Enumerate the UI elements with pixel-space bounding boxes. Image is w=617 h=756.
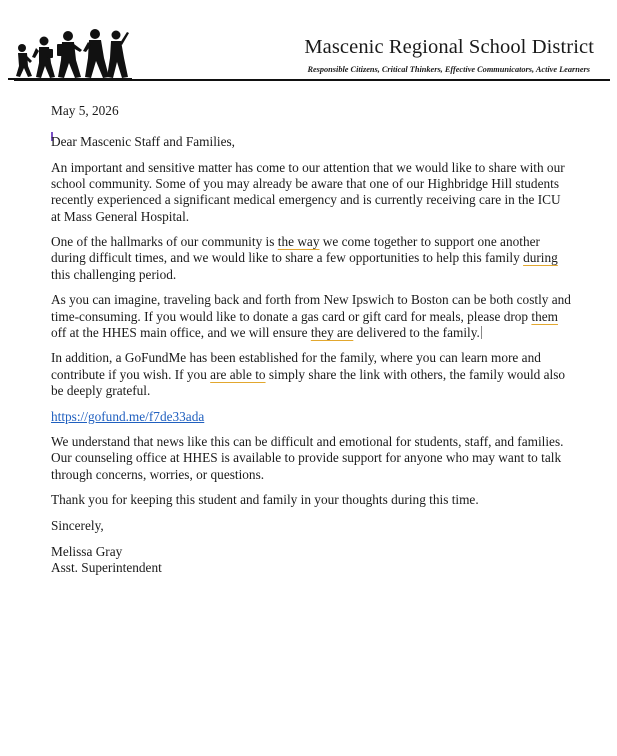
salutation-text: Dear Mascenic Staff and Families, — [51, 134, 236, 150]
children-walking-logo — [8, 24, 132, 82]
letterhead — [8, 24, 606, 84]
signer-name: Melissa Gray — [51, 543, 123, 559]
salutation — [51, 132, 571, 150]
paragraph-3-text-a: As you can imagine, traveling back and forth from New Ipswich to Boston can be both costly and time-consuming. If you would like to donate a gas card or gift card for meals, please drop — [51, 292, 571, 324]
text-cursor — [481, 326, 482, 339]
paragraph-2-text-c: we come together to support one another during difficult times, and we would like to share a few opportunities to help this family — [51, 234, 540, 266]
paragraph-4-text-a: In addition, a GoFundMe has been established for the family, where you can learn more and contribute if you wish. If you — [51, 350, 541, 382]
paragraph-3-text-c: off at the HHES main office, and we will ensure — [51, 324, 311, 340]
letter-body[interactable] — [51, 103, 571, 576]
grammar-flag-the-way[interactable]: the way — [277, 234, 320, 250]
grammar-flag-they-are[interactable]: they are — [310, 324, 354, 340]
paragraph-1: An important and sensitive matter has come to our attention that we would like to share with our school community. Some of you may already be aware that one of our Highbridge Hill students recently experienced a significant medical emergency and is currently receiving care in the ICU at Mass General Hospital. — [51, 159, 565, 224]
paragraph-5: We understand that news like this can be difficult and emotional for students, staff, and families. Our counseling office at HHES is available to provide support for anyone who may want to talk through concerns, worries, or questions. — [51, 434, 564, 482]
paragraph-4 — [51, 350, 571, 399]
signature-block — [51, 544, 571, 576]
paragraph-6: Thank you for keeping this student and family in your thoughts during this time. — [51, 492, 479, 508]
paragraph-2-text-e: this challenging period. — [51, 266, 177, 282]
header-rule — [14, 79, 610, 81]
paragraph-2 — [51, 234, 571, 283]
paragraph-3 — [51, 292, 571, 341]
letter-date: May 5, 2026 — [51, 103, 119, 118]
gofundme-link[interactable]: https://gofund.me/f7de33ada — [51, 408, 205, 424]
paragraph-3-text-e: delivered to the family. — [353, 324, 480, 340]
grammar-flag-during[interactable]: during — [523, 250, 558, 266]
signer-title: Asst. Superintendent — [51, 559, 162, 575]
paragraph-2-text-a: One of the hallmarks of our community is — [51, 234, 278, 250]
paragraph-4-text-c: simply share the link with others, the family would also be deeply grateful. — [51, 366, 566, 398]
gofundme-link-line — [51, 409, 571, 425]
grammar-flag-are-able-to[interactable]: are able to — [210, 366, 266, 382]
grammar-flag-them[interactable]: them — [531, 308, 558, 324]
district-name: Mascenic Regional School District — [304, 36, 594, 58]
closing: Sincerely, — [51, 518, 104, 534]
district-tagline: Responsible Citizens, Critical Thinkers, Effective Communicators, Active Learners — [307, 65, 590, 74]
